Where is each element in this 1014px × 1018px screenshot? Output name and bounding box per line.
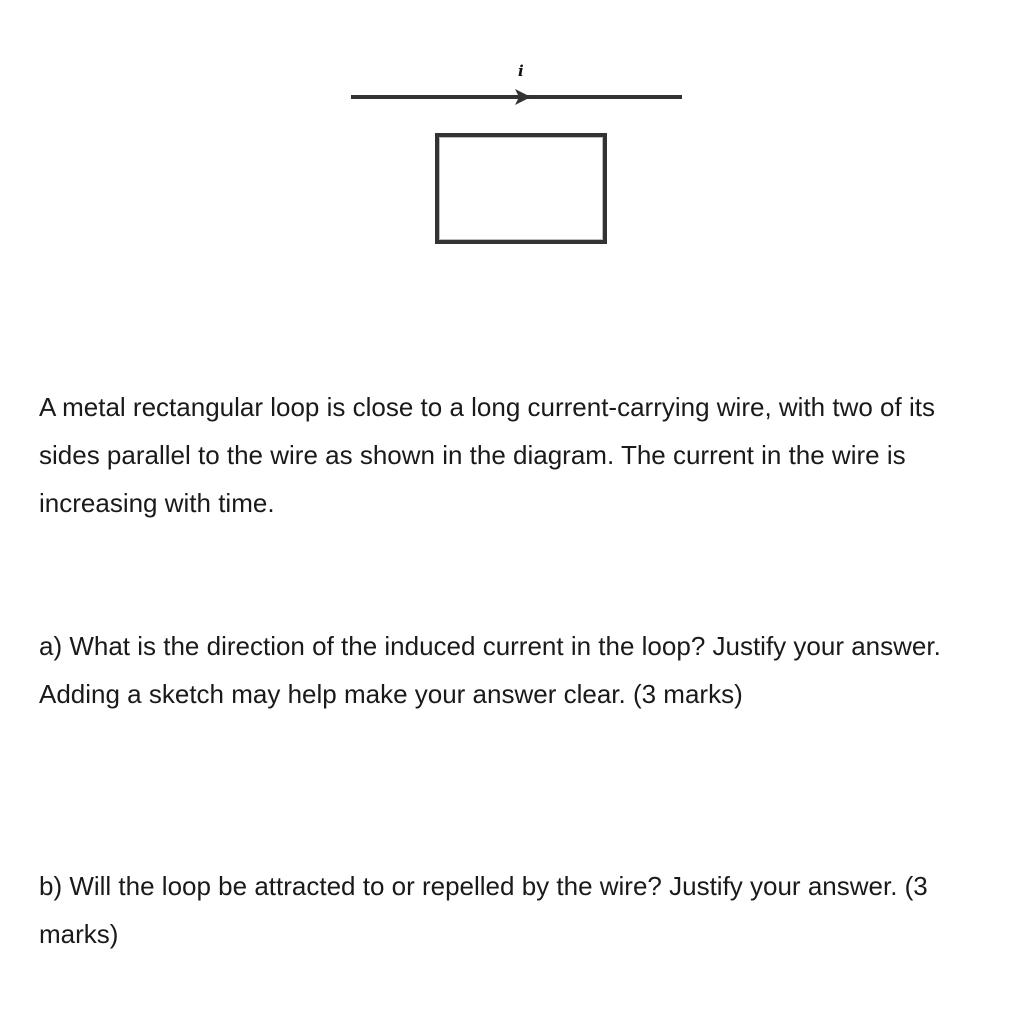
problem-intro-text: A metal rectangular loop is close to a long current-carrying wire, with two of its sides parallel to the wire as shown in the diagram. The current in the wire is increasing with time. bbox=[39, 392, 935, 518]
current-label: i bbox=[518, 62, 524, 80]
question-part-b: b) Will the loop be attracted to or repelled by the wire? Justify your answer. (3 marks) bbox=[39, 871, 928, 949]
rectangular-loop bbox=[437, 135, 605, 242]
diagram-svg bbox=[0, 0, 1014, 300]
wire-loop-diagram bbox=[0, 0, 1014, 300]
question-part-a: a) What is the direction of the induced current in the loop? Justify your answer. Adding a sketch may help make your answer clear. (3 marks) bbox=[39, 631, 941, 709]
